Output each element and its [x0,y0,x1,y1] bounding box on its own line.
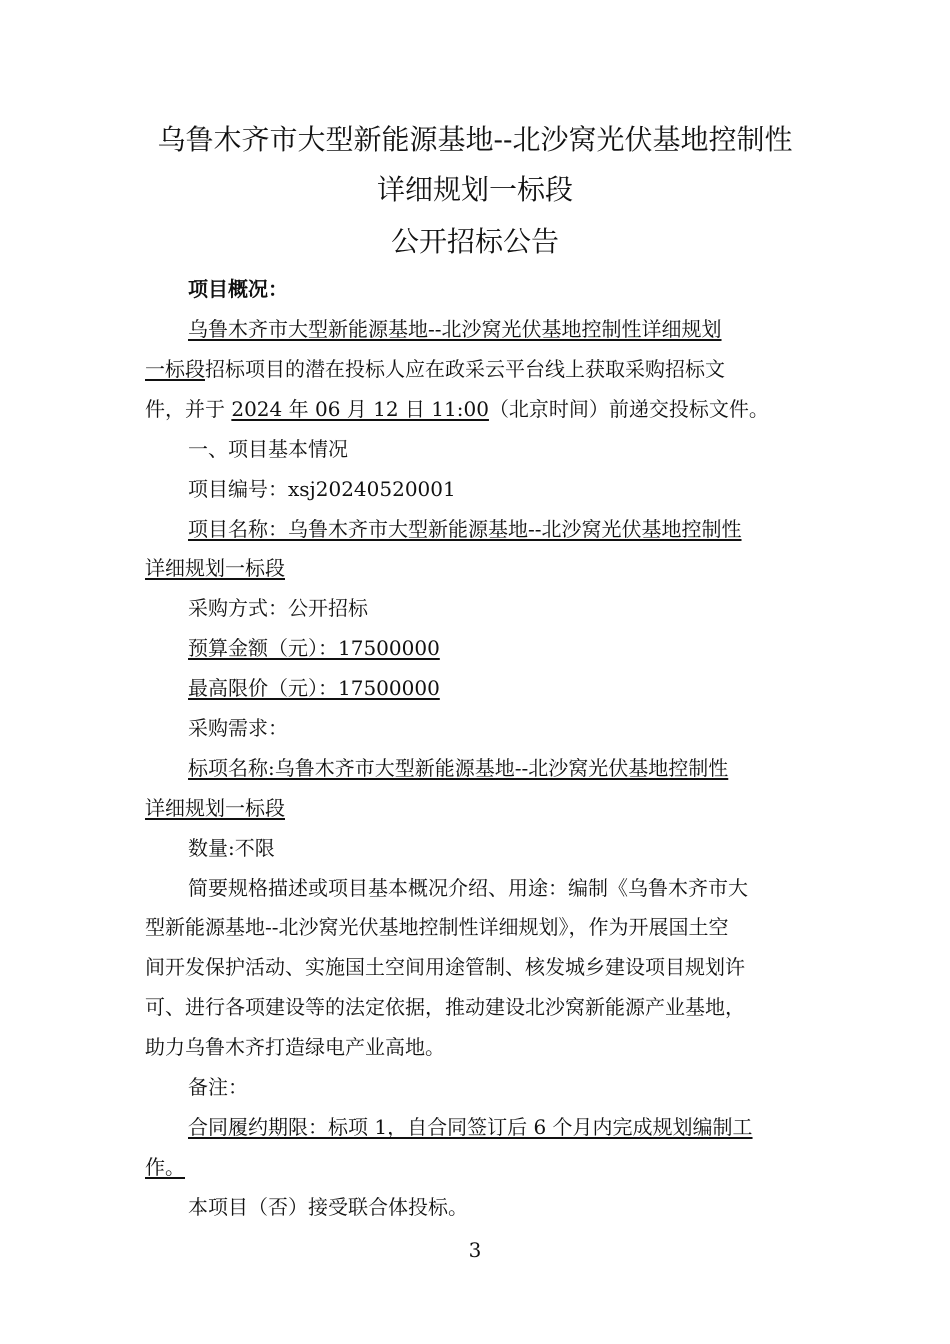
section-1-heading: 一、项目基本情况 [188,437,348,461]
procurement-method: 采购方式：公开招标 [188,596,368,620]
consortium-note: 本项目（否）接受联合体投标。 [188,1195,468,1219]
deadline-date: 2024 年 06 月 12 日 11:00 [231,397,489,421]
item-name-line-1: 标项名称:乌鲁木齐市大型新能源基地--北沙窝光伏基地控制性 [188,756,729,780]
description-line-1: 简要规格描述或项目基本概况介绍、用途：编制《乌鲁木齐市大 [188,876,748,900]
budget-amount: 预算金额（元）：17500000 [188,636,440,660]
description-line-4: 可、进行各项建设等的法定依据，推动建设北沙窝新能源产业基地， [145,995,745,1019]
note-label: 备注： [188,1075,248,1099]
description-line-3: 间开发保护活动、实施国土空间用途管制、核发城乡建设项目规划许 [145,955,745,979]
project-name-line-2: 详细规划一标段 [145,556,285,580]
project-name-line-1: 项目名称：乌鲁木齐市大型新能源基地--北沙窝光伏基地控制性 [188,517,742,541]
description-line-2: 型新能源基地--北沙窝光伏基地控制性详细规划》，作为开展国土空 [145,915,729,939]
overview-line-3-pre: 件，并于 [145,397,232,421]
title-line-2: 详细规划一标段 [376,173,573,206]
project-number: 项目编号：xsj20240520001 [188,477,456,501]
overview-line-2-text: 招标项目的潜在投标人应在政采云平台线上获取采购招标文 [205,357,725,381]
contract-period-line-1: 合同履约期限：标项 1，自合同签订后 6 个月内完成规划编制工 [188,1115,753,1139]
item-name-line-2: 详细规划一标段 [145,796,285,820]
overview-line-3 [145,395,815,423]
title-line-1: 乌鲁木齐市大型新能源基地--北沙窝光伏基地控制性 [157,123,793,156]
page-number: 3 [468,1238,482,1262]
project-name-link-part2: 一标段 [145,357,205,381]
description-line-5: 助力乌鲁木齐打造绿电产业高地。 [145,1035,445,1059]
max-price: 最高限价（元）：17500000 [188,676,440,700]
overview-heading: 项目概况： [188,277,288,301]
project-name-link-part1: 乌鲁木齐市大型新能源基地--北沙窝光伏基地控制性详细规划 [188,317,722,341]
overview-line-2 [145,355,815,383]
overview-line-3-post: （北京时间）前递交投标文件。 [488,397,769,421]
procurement-demand-label: 采购需求： [188,716,288,740]
contract-period-line-2: 作。 [145,1155,185,1179]
overview-line-1 [188,315,858,343]
quantity: 数量:不限 [188,836,275,860]
title-line-3: 公开招标公告 [390,225,559,258]
